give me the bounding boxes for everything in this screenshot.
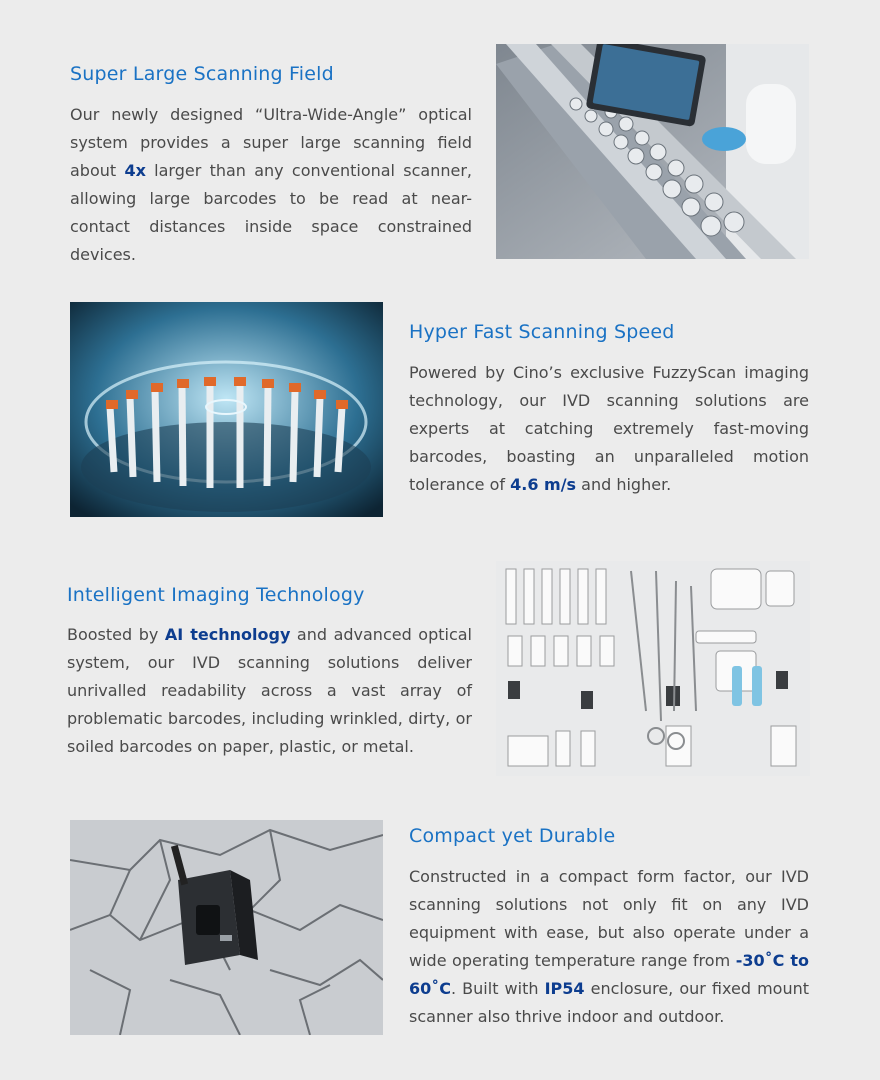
section-description: Constructed in a compact form factor, our IVD scanning solutions not only fit on any IVD equipment with ease, but also operate under a wide operating temperature range from -30˚C to 60˚C. Built with IP54 enclosure, our fixed mount scanner also thrive indoor and outdoor. (409, 867, 810, 1026)
highlight-temperature: -30˚C to 60˚C (409, 951, 810, 998)
section-description: Our newly designed “Ultra-Wide-Angle” optical system provides a super large scanning field about 4x larger than any conventional scanner, allowing large barcodes to be read at near-contact distances inside space constrained devices. (70, 105, 473, 264)
highlight-speed: 4.6 m/s (510, 475, 577, 494)
production-line-image (496, 44, 809, 259)
section-description: Powered by Cino’s exclusive FuzzyScan imaging technology, our IVD scanning solutions are experts at catching extremely fast-moving barcodes, boasting an unparalleled motion tolerance of 4.6 m/s and higher. (409, 363, 809, 494)
centrifuge-tubes-image (70, 302, 383, 517)
highlight-ip54: IP54 (544, 979, 585, 998)
scanner-cracked-earth-image (70, 820, 383, 1035)
section-title: Intelligent Imaging Technology (67, 584, 365, 606)
medical-supplies-image (496, 561, 810, 776)
highlight-4x: 4x (124, 161, 146, 180)
section-title: Hyper Fast Scanning Speed (409, 321, 675, 343)
section-title: Compact yet Durable (409, 825, 616, 847)
highlight-ai: AI technology (164, 625, 291, 644)
section-title: Super Large Scanning Field (70, 63, 334, 85)
section-description: Boosted by AI technology and advanced optical system, our IVD scanning solutions deliver unrivalled readability across a vast array of problematic barcodes, including wrinkled, dirty, or soiled barcodes on paper, plastic, or metal. (67, 625, 472, 756)
